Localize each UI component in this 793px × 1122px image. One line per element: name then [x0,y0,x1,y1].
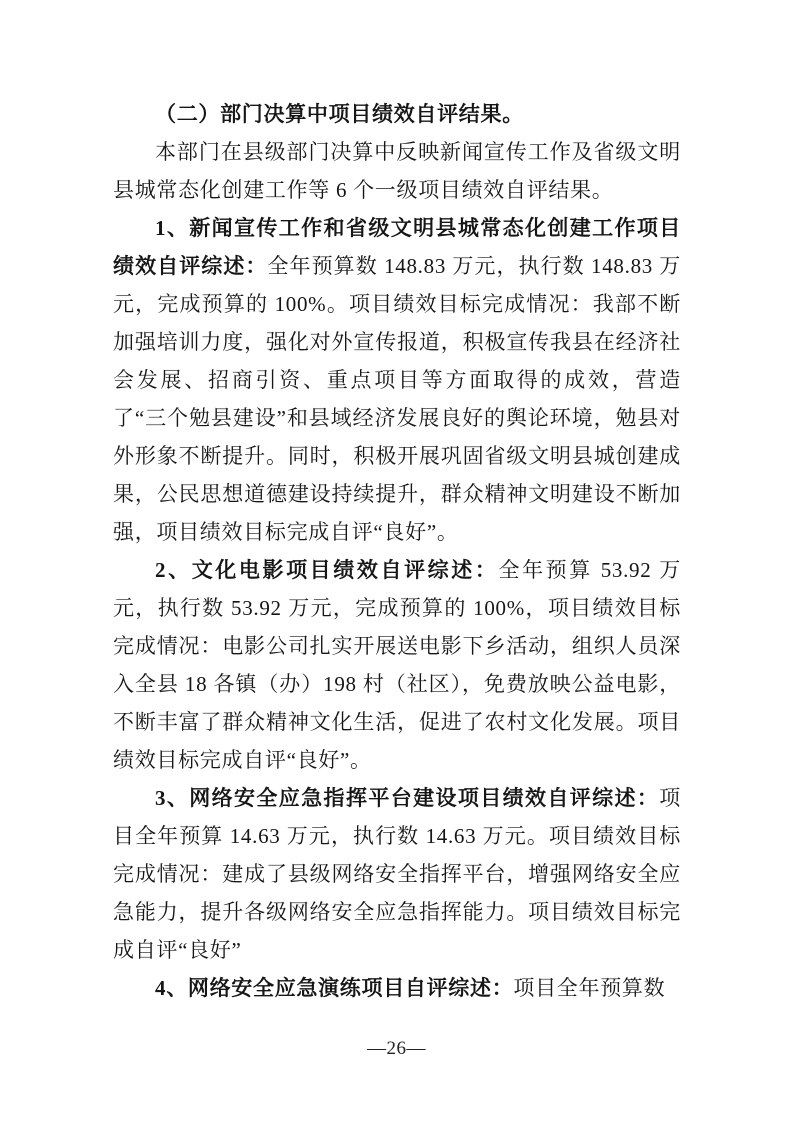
page-number: —26— [367,1038,426,1059]
project-3-lead: 3、网络安全应急指挥平台建设项目绩效自评综述： [155,786,660,810]
project-paragraph-4 [113,969,681,1007]
project-2-body: 全年预算 53.92 万元，执行数 53.92 万元，完成预算的 100%，项目绩效目标完成情况：电影公司扎实开展送电影下乡活动，组织人员深入全县 18 各镇（办）198 村（社区），免费放映公益电影，不断丰富了群众精神文化生活，促进了农村文化发展。项目绩效目标完成自评“良好”。 [113,558,682,772]
project-paragraph-1 [113,209,681,551]
project-4-body: 项目全年预算数 [513,976,666,1000]
project-1-lead: 1、新闻宣传工作和省级文明县城常态化创建工作项目绩效自评综述： [113,216,681,278]
document-content [113,95,681,1007]
intro-paragraph: 本部门在县级部门决算中反映新闻宣传工作及省级文明县城常态化创建工作等 6 个一级项目绩效自评结果。 [113,140,681,202]
project-1-body: 全年预算数 148.83 万元，执行数 148.83 万元，完成预算的 100%。项目绩效目标完成情况：我部不断加强培训力度，强化对外宣传报道，积极宣传我县在经济社会发展、招商引资、重点项目等方面取得的成效，营造了“三个勉县建设”和县域经济发展良好的舆论环境，勉县对外形象不断提升。同时，积极开展巩固省级文明县城创建成果，公民思想道德建设持续提升，群众精神文明建设不断加强，项目绩效目标完成自评“良好”。 [113,254,681,544]
project-2-lead: 2、文化电影项目绩效自评综述： [155,558,499,582]
section-heading: （二）部门决算中项目绩效自评结果。 [155,102,524,126]
project-paragraph-2 [113,551,681,779]
project-paragraph-3 [113,779,681,969]
project-4-lead: 4、网络安全应急演练项目自评综述： [155,976,514,1000]
project-3-body: 项目全年预算 14.63 万元，执行数 14.63 万元。项目绩效目标完成情况：建成了县级网络安全指挥平台，增强网络安全应急能力，提升各级网络安全应急指挥能力。项目绩效目标完成自评“良好” [113,786,681,962]
